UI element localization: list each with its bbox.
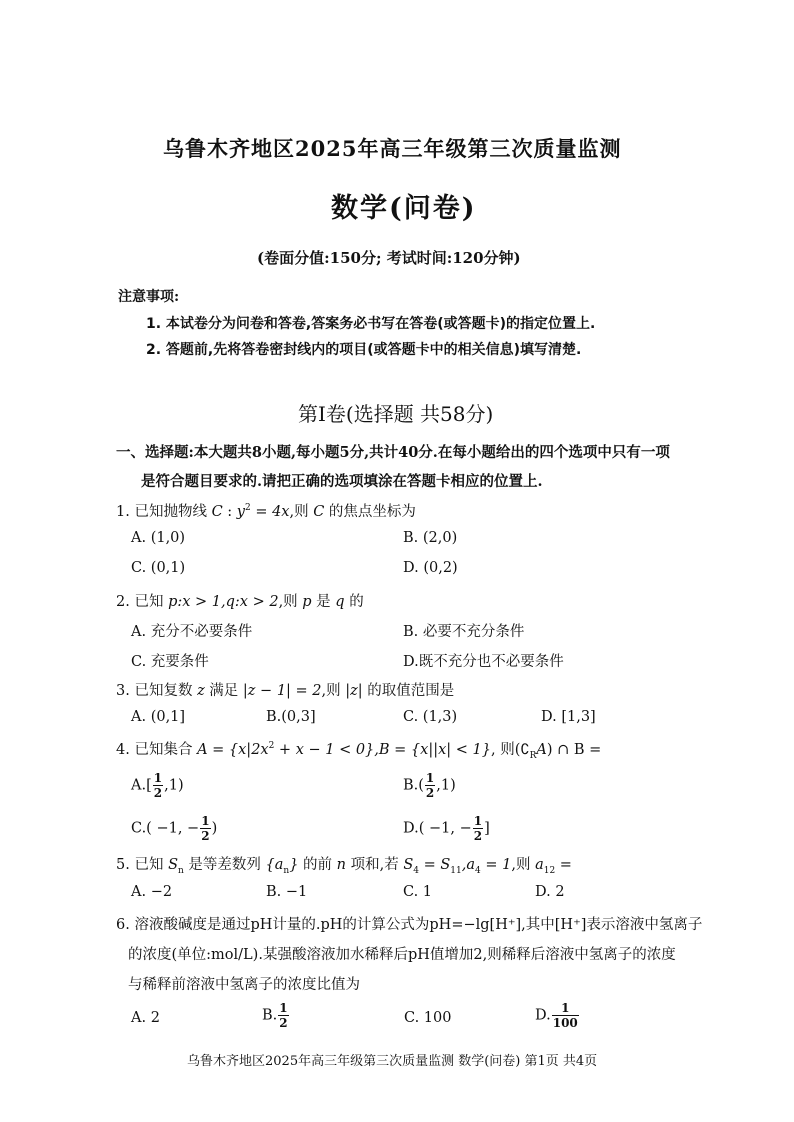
question-3-stem: 3. 已知复数 z 满足 |z − 1| = 2,则 |z| 的取值范围是 [116, 683, 455, 699]
question-5-option-b: B. −1 [266, 884, 308, 900]
page-footer: 乌鲁木齐地区2025年高三年级第三次质量监测 数学(问卷) 第1页 共4页 [187, 1054, 598, 1069]
question-3-option-c: C. (1,3) [403, 709, 458, 725]
question-2-stem: 2. 已知 p:x > 1,q:x > 2,则 p 是 q 的 [116, 594, 364, 610]
question-1-option-b: B. (2,0) [403, 530, 458, 546]
question-4-option-d: D.( −1, − $\frac{1}{2}$ ] [403, 814, 490, 843]
question-4-option-a: A.[ $\frac{1}{2}$ ,1) [131, 771, 184, 800]
question-5-stem: 5. 已知 $S_n$ 是等差数列 $\{a_n\}$ 的前 n 项和,若 $S_4 = S_{11},a_4 = 1$,则 $a_{12}$ = [116, 857, 572, 876]
subject-title: 数学(问卷) [331, 193, 477, 224]
question-2-option-c: C. 充要条件 [131, 654, 209, 670]
question-6-option-a: A. 2 [131, 1010, 160, 1026]
part-title: 第Ⅰ卷(选择题 共58分) [298, 402, 494, 426]
notice-item-2: 2. 答题前,先将答卷密封线内的项目(或答题卡中的相关信息)填写清楚. [146, 342, 582, 358]
question-4-stem: 4. 已知集合 $A = \{x|2x^2 + x - 1 < 0\},B = \{x||x| < 1\}$, 则$(∁_RA)$ ∩ B = [116, 741, 602, 761]
question-4-option-b: B.( $\frac{1}{2}$ ,1) [403, 771, 456, 800]
exam-title: 乌鲁木齐地区2025年高三年级第三次质量监测 [163, 136, 622, 161]
question-4-option-c: C.( −1, − $\frac{1}{2}$ ) [131, 814, 218, 843]
question-1-option-a: A. (1,0) [131, 530, 186, 546]
notice-heading: 注意事项: [118, 289, 180, 305]
notice-item-1: 1. 本试卷分为问卷和答卷,答案务必书写在答卷(或答题卡)的指定位置上. [146, 316, 596, 332]
section-instructions-line-2: 是符合题目要求的.请把正确的选项填涂在答题卡相应的位置上. [141, 473, 543, 490]
question-1-option-d: D. (0,2) [403, 560, 458, 576]
question-5-option-d: D. 2 [535, 884, 565, 900]
question-3-option-a: A. (0,1] [131, 709, 186, 725]
question-6-option-b: B. $\frac{1}{2}$ [262, 1001, 288, 1030]
question-5-option-a: A. −2 [131, 884, 173, 900]
question-6-stem-line-3: 与稀释前溶液中氢离子的浓度比值为 [128, 977, 360, 993]
question-2-option-d: D.既不充分也不必要条件 [403, 654, 564, 670]
question-1-stem: 1. 已知抛物线 C : $y^2 = 4x$,则 C 的焦点坐标为 [116, 503, 416, 520]
question-2-option-b: B. 必要不充分条件 [403, 624, 525, 640]
question-3-option-d: D. [1,3] [541, 709, 596, 725]
question-6-option-d: D. $\frac{1}{100}$ [535, 1001, 578, 1030]
question-6-option-c: C. 100 [404, 1010, 452, 1026]
question-5-option-c: C. 1 [403, 884, 433, 900]
question-2-option-a: A. 充分不必要条件 [131, 624, 253, 640]
question-6-stem-line-1: 6. 溶液酸碱度是通过pH计量的.pH的计算公式为pH=−lg[H⁺],其中[H⁺]表示溶液中氢离子 [116, 917, 703, 933]
section-instructions-line-1: 一、选择题:本大题共8小题,每小题5分,共计40分.在每小题给出的四个选项中只有一项 [116, 444, 670, 461]
question-1-option-c: C. (0,1) [131, 560, 186, 576]
question-6-stem-line-2: 的浓度(单位:mol/L).某强酸溶液加水稀释后pH值增加2,则稀释后溶液中氢离子的浓度 [128, 947, 676, 963]
exam-meta: (卷面分值:150分; 考试时间:120分钟) [257, 249, 521, 267]
question-3-option-b: B.(0,3] [266, 709, 316, 725]
